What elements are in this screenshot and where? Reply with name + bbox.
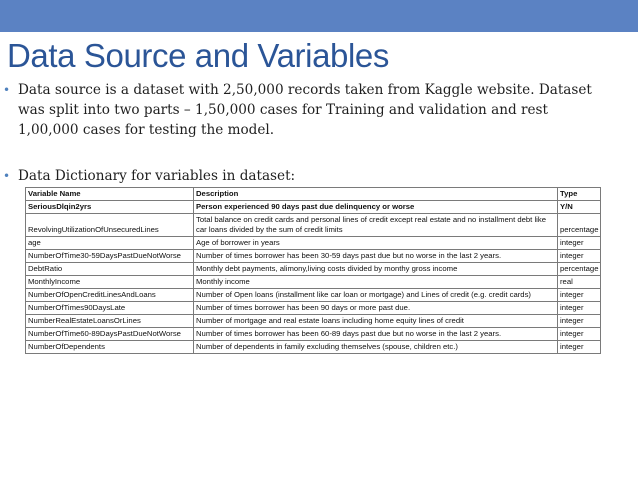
cell-description: Number of times borrower has been 30-59 days past due but no worse in the last 2 years. [194, 250, 558, 263]
cell-variable-name: NumberRealEstateLoansOrLines [26, 315, 194, 328]
bullet-text: Data source is a dataset with 2,50,000 records taken from Kaggle website. Dataset was split into two parts – 1,50,000 cases for Training and validation and rest 1,00,000 cases for testing the model. [18, 82, 592, 138]
cell-type: integer [558, 341, 601, 354]
data-dictionary-table [25, 187, 601, 354]
cell-type: real [558, 276, 601, 289]
table-row [26, 328, 601, 341]
cell-variable-name: MonthlyIncome [26, 276, 194, 289]
cell-variable-name: DebtRatio [26, 263, 194, 276]
cell-description: Monthly debt payments, alimony,living costs divided by monthy gross income [194, 263, 558, 276]
cell-description: Total balance on credit cards and personal lines of credit except real estate and no installment debt like car loans divided by the sum of credit limits [194, 214, 558, 237]
cell-description: Person experienced 90 days past due delinquency or worse [194, 201, 558, 214]
bullet-data-source [3, 80, 603, 140]
cell-description: Age of borrower in years [194, 237, 558, 250]
cell-description: Number of times borrower has been 60-89 days past due but no worse in the last 2 years. [194, 328, 558, 341]
cell-variable-name: NumberOfDependents [26, 341, 194, 354]
bullet-icon: • [3, 169, 11, 183]
table-header-row [26, 188, 601, 201]
table-row [26, 263, 601, 276]
table-row [26, 289, 601, 302]
cell-type: integer [558, 289, 601, 302]
table-row [26, 214, 601, 237]
cell-description: Number of Open loans (installment like car loan or mortgage) and Lines of credit (e.g. credit cards) [194, 289, 558, 302]
bullet-text: Data Dictionary for variables in dataset: [18, 168, 296, 184]
table-row [26, 250, 601, 263]
table-row [26, 201, 601, 214]
cell-type: integer [558, 302, 601, 315]
bullet-icon: • [3, 83, 11, 97]
cell-type: integer [558, 250, 601, 263]
header-variable-name: Variable Name [26, 188, 194, 201]
cell-description: Monthly income [194, 276, 558, 289]
cell-variable-name: NumberOfTime30-59DaysPastDueNotWorse [26, 250, 194, 263]
cell-variable-name: age [26, 237, 194, 250]
table-row [26, 237, 601, 250]
table-row [26, 315, 601, 328]
top-accent-bar [0, 0, 638, 32]
bullet-data-dictionary [3, 166, 603, 186]
cell-type: percentage [558, 263, 601, 276]
cell-variable-name: SeriousDlqin2yrs [26, 201, 194, 214]
slide-title: Data Source and Variables [7, 37, 389, 74]
table-row [26, 341, 601, 354]
table-row [26, 276, 601, 289]
table-row [26, 302, 601, 315]
cell-variable-name: NumberOfOpenCreditLinesAndLoans [26, 289, 194, 302]
header-description: Description [194, 188, 558, 201]
cell-variable-name: RevolvingUtilizationOfUnsecuredLines [26, 214, 194, 237]
cell-type: integer [558, 315, 601, 328]
header-type: Type [558, 188, 601, 201]
cell-description: Number of dependents in family excluding themselves (spouse, children etc.) [194, 341, 558, 354]
cell-type: Y/N [558, 201, 601, 214]
cell-description: Number of mortgage and real estate loans including home equity lines of credit [194, 315, 558, 328]
cell-type: integer [558, 328, 601, 341]
cell-variable-name: NumberOfTime60-89DaysPastDueNotWorse [26, 328, 194, 341]
cell-type: percentage [558, 214, 601, 237]
cell-type: integer [558, 237, 601, 250]
cell-description: Number of times borrower has been 90 days or more past due. [194, 302, 558, 315]
cell-variable-name: NumberOfTimes90DaysLate [26, 302, 194, 315]
